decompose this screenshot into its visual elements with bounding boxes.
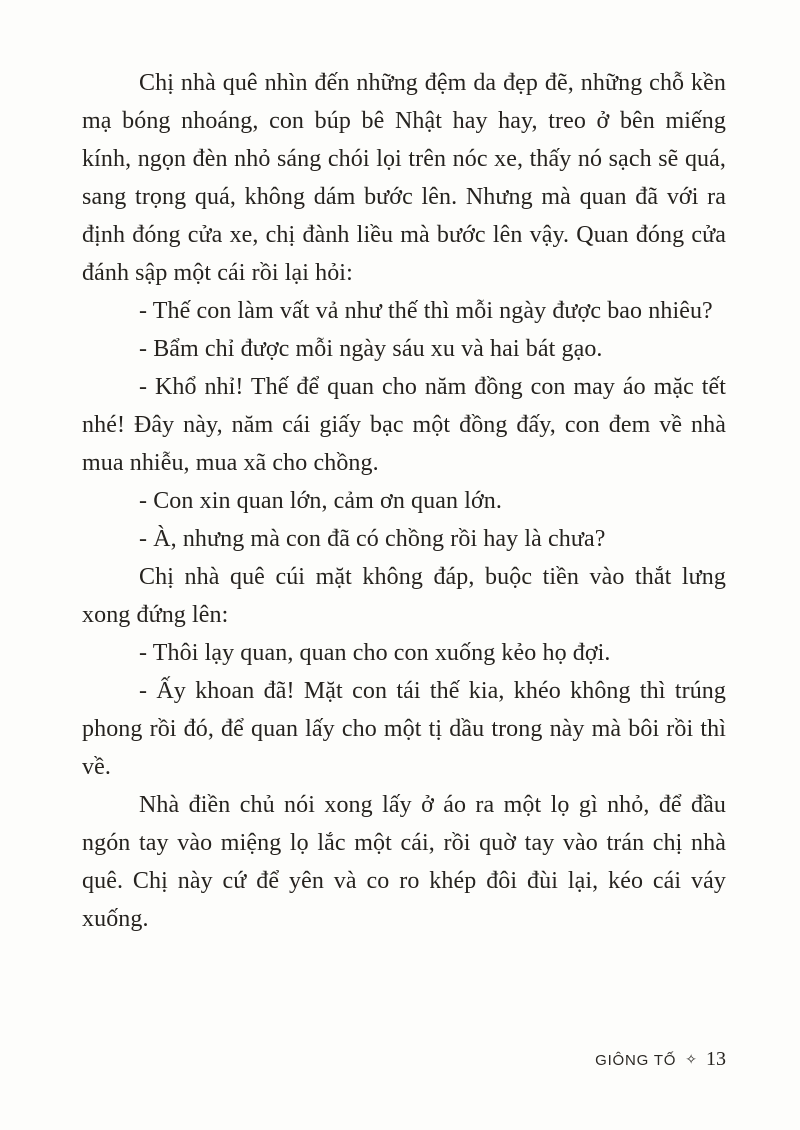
paragraph: - Ấy khoan đã! Mặt con tái thế kia, khéo không thì trúng phong rồi đó, để quan lấy cho một tị dầu trong này mà bôi rồi thì về. xyxy=(82,678,726,780)
page-number: 13 xyxy=(706,1048,726,1070)
paragraph: - À, nhưng mà con đã có chồng rồi hay là chưa? xyxy=(139,526,606,552)
paragraph: Nhà điền chủ nói xong lấy ở áo ra một lọ gì nhỏ, để đầu ngón tay vào miệng lọ lắc một cái, rồi quờ tay vào trán chị nhà quê. Chị này cứ để yên và co ro khép đôi đùi lại, kéo cái váy xuống. xyxy=(82,792,726,932)
book-title: GIÔNG TỐ xyxy=(595,1052,677,1069)
page-text xyxy=(82,64,726,938)
paragraph: - Con xin quan lớn, cảm ơn quan lớn. xyxy=(139,488,502,514)
paragraph: - Thôi lạy quan, quan cho con xuống kẻo họ đợi. xyxy=(139,640,611,666)
running-footer xyxy=(595,1048,726,1071)
paragraph: - Bẩm chỉ được mỗi ngày sáu xu và hai bát gạo. xyxy=(139,336,603,362)
paragraph: Chị nhà quê nhìn đến những đệm da đẹp đẽ, những chỗ kền mạ bóng nhoáng, con búp bê Nhật hay hay, treo ở bên miếng kính, ngọn đèn nhỏ sáng chói lọi trên nóc xe, thấy nó sạch sẽ quá, sang trọng quá, không dám bước lên. Nhưng mà quan đã với ra định đóng cửa xe, chị đành liều mà bước lên vậy. Quan đóng cửa đánh sập một cái rồi lại hỏi: xyxy=(82,70,726,286)
paragraph: - Thế con làm vất vả như thế thì mỗi ngày được bao nhiêu? xyxy=(139,298,713,324)
paragraph: Chị nhà quê cúi mặt không đáp, buộc tiền vào thắt lưng xong đứng lên: xyxy=(82,564,726,628)
ornament-icon: ✧ xyxy=(685,1053,697,1068)
paragraph: - Khổ nhỉ! Thế để quan cho năm đồng con may áo mặc tết nhé! Đây này, năm cái giấy bạc một đồng đấy, con đem về nhà mua nhiễu, mua xã cho chồng. xyxy=(82,374,726,476)
